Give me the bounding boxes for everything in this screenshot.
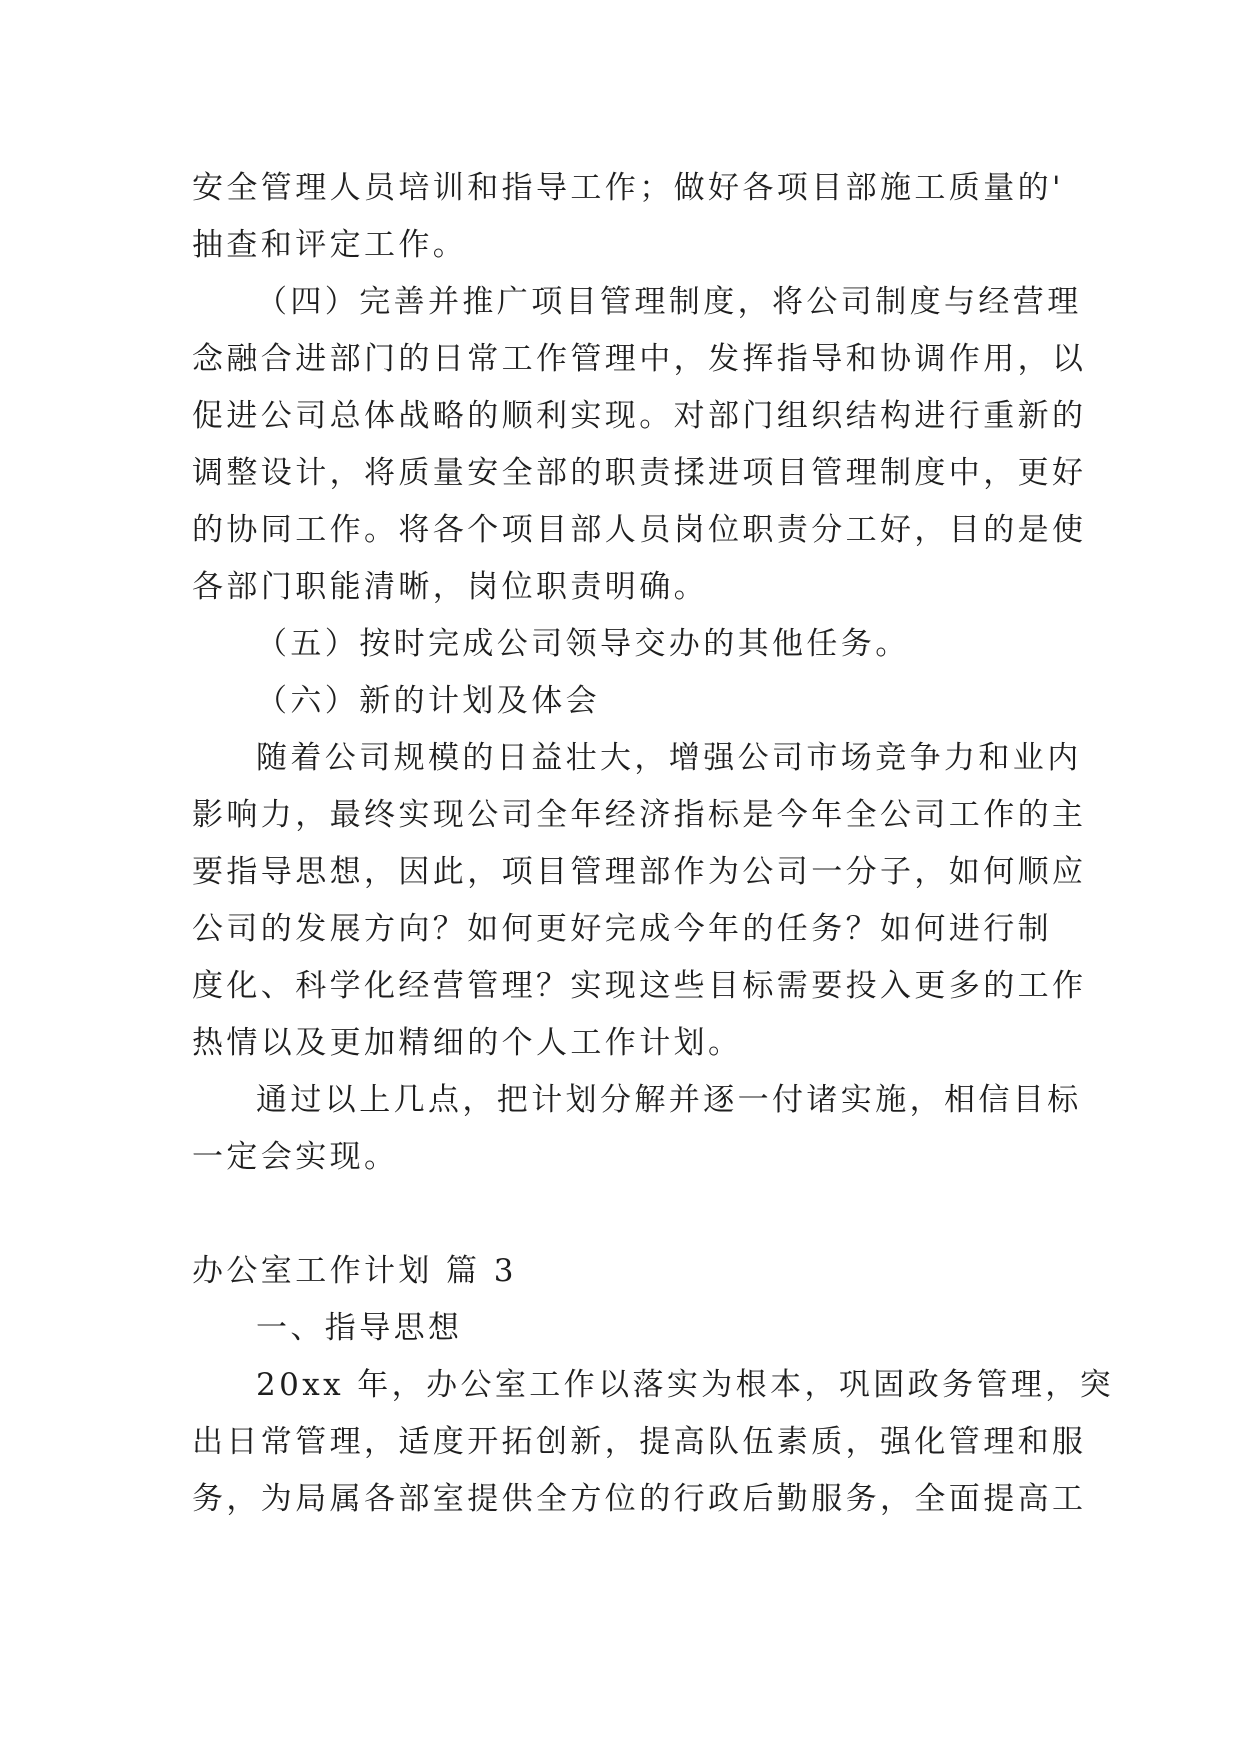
- paragraph-first-line: 20xx 年，办公室工作以落实为根本，巩固政务管理，突: [256, 1367, 1115, 1403]
- body-text-line: 念融合进部门的日常工作管理中，发挥指导和协调作用，以: [192, 341, 1087, 377]
- body-text-line: 公司的发展方向？如何更好完成今年的任务？如何进行制: [192, 911, 1052, 947]
- body-text-line: 安全管理人员培训和指导工作；做好各项目部施工质量的': [192, 170, 1064, 206]
- paragraph-first-line: 随着公司规模的日益壮大，增强公司市场竞争力和业内: [256, 740, 1082, 776]
- paragraph-first-line: 通过以上几点，把计划分解并逐一付诸实施，相信目标: [256, 1082, 1082, 1118]
- body-text-line: 热情以及更加精细的个人工作计划。: [192, 1025, 743, 1061]
- body-text-line: 调整设计，将质量安全部的职责揉进项目管理制度中，更好: [192, 455, 1087, 491]
- section-heading-6: （六）新的计划及体会: [256, 683, 600, 719]
- body-text-line: 务，为局属各部室提供全方位的行政后勤服务，全面提高工: [192, 1481, 1087, 1517]
- section-heading-1: 一、指导思想: [256, 1310, 463, 1346]
- paragraph-spacer: [192, 1186, 1052, 1243]
- document-body: [192, 160, 1115, 1528]
- body-text-line: 促进公司总体战略的顺利实现。对部门组织结构进行重新的: [192, 398, 1087, 434]
- body-text-line: 一定会实现。: [192, 1139, 399, 1175]
- section-heading-4: （四）完善并推广项目管理制度，将公司制度与经营理: [256, 284, 1082, 320]
- body-text-line: 的协同工作。将各个项目部人员岗位职责分工好，目的是使: [192, 512, 1087, 548]
- body-text-line: 要指导思想，因此，项目管理部作为公司一分子，如何顺应: [192, 854, 1087, 890]
- body-text-line: 度化、科学化经营管理？实现这些目标需要投入更多的工作: [192, 968, 1087, 1004]
- article-title: 办公室工作计划 篇 3: [192, 1253, 517, 1289]
- body-text-line: 影响力，最终实现公司全年经济指标是今年全公司工作的主: [192, 797, 1087, 833]
- body-text-line: 出日常管理，适度开拓创新，提高队伍素质，强化管理和服: [192, 1424, 1087, 1460]
- body-text-line: 各部门职能清晰，岗位职责明确。: [192, 569, 708, 605]
- section-heading-5: （五）按时完成公司领导交办的其他任务。: [256, 626, 910, 662]
- body-text-line: 抽查和评定工作。: [192, 227, 468, 263]
